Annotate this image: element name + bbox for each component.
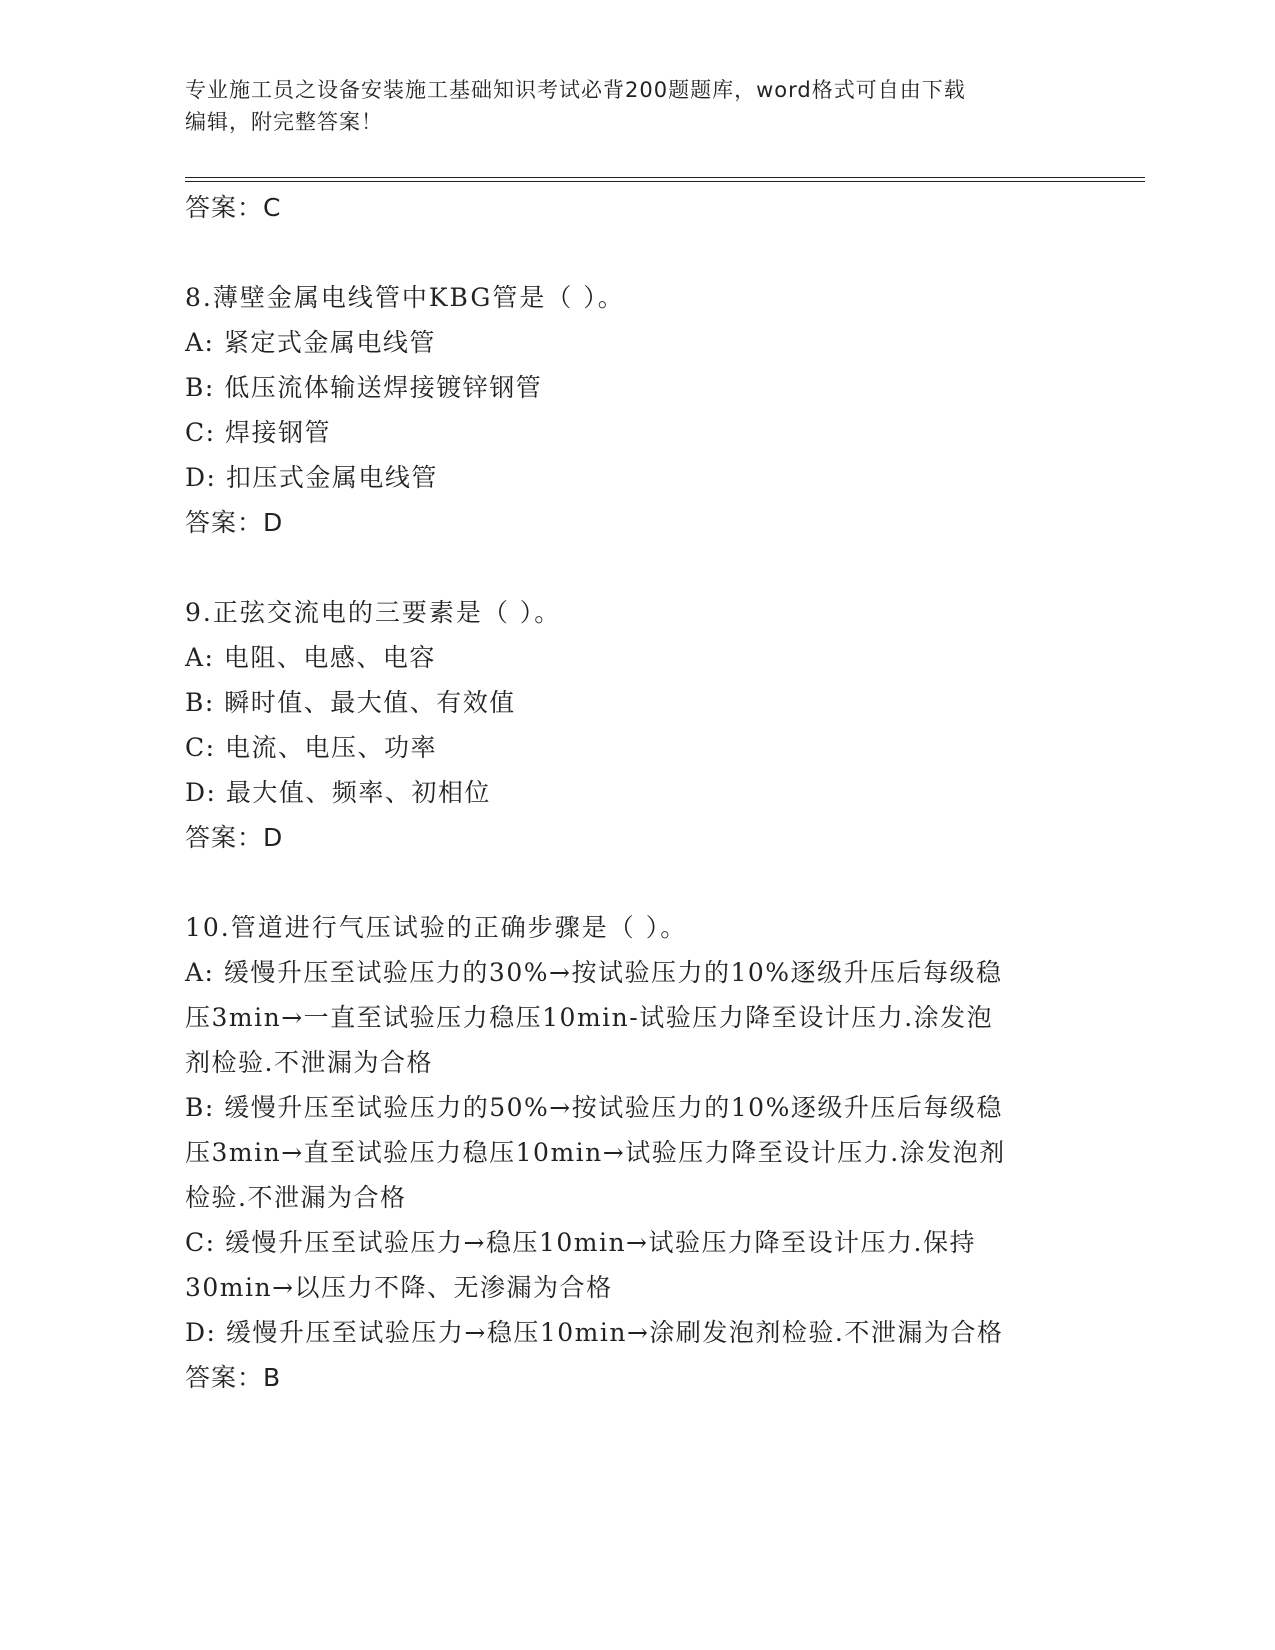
option-d: D: 扣压式金属电线管 — [185, 463, 438, 492]
option-a-line-3: 剂检验.不泄漏为合格 — [185, 1048, 433, 1077]
header-rule-bottom — [185, 181, 1145, 182]
option-a-line-1: A: 缓慢升压至试验压力的30%→按试验压力的10%逐级升压后每级稳 — [185, 958, 1003, 987]
option-a: A: 紧定式金属电线管 — [185, 328, 436, 357]
option-c: C: 电流、电压、功率 — [185, 733, 437, 762]
option-b-line-2: 压3min→直至试验压力稳压10min→试验压力降至设计压力.涂发泡剂 — [185, 1138, 1006, 1167]
document-body — [185, 185, 1085, 1400]
question-answer: 答案：D — [185, 508, 284, 537]
option-a-line-2: 压3min→一直至试验压力稳压10min-试验压力降至设计压力.涂发泡 — [185, 1003, 994, 1032]
option-d: D: 最大值、频率、初相位 — [185, 778, 491, 807]
question-8 — [185, 275, 1085, 545]
option-c-line-2: 30min→以压力不降、无渗漏为合格 — [185, 1273, 613, 1302]
option-b-line-1: B: 缓慢升压至试验压力的50%→按试验压力的10%逐级升压后每级稳 — [185, 1093, 1003, 1122]
option-b: B: 低压流体输送焊接镀锌钢管 — [185, 373, 543, 402]
option-d-line-1: D: 缓慢升压至试验压力→稳压10min→涂刷发泡剂检验.不泄漏为合格 — [185, 1318, 1004, 1347]
question-stem: 8.薄壁金属电线管中KBG管是（ ）。 — [185, 283, 625, 312]
question-stem: 10.管道进行气压试验的正确步骤是（ ）。 — [185, 913, 688, 942]
previous-answer: 答案：C — [185, 193, 282, 222]
question-stem: 9.正弦交流电的三要素是（ ）。 — [185, 598, 562, 627]
option-b-line-3: 检验.不泄漏为合格 — [185, 1183, 407, 1212]
question-9 — [185, 590, 1085, 860]
question-10 — [185, 905, 1085, 1400]
option-a: A: 电阻、电感、电容 — [185, 643, 436, 672]
question-answer: 答案：D — [185, 823, 284, 852]
header-rule-top — [185, 177, 1145, 178]
option-c: C: 焊接钢管 — [185, 418, 331, 447]
option-b: B: 瞬时值、最大值、有效值 — [185, 688, 516, 717]
document-header — [185, 74, 1065, 138]
header-line-2: 编辑，附完整答案！ — [185, 110, 383, 134]
question-answer: 答案：B — [185, 1363, 282, 1392]
option-c-line-1: C: 缓慢升压至试验压力→稳压10min→试验压力降至设计压力.保持 — [185, 1228, 976, 1257]
header-line-1: 专业施工员之设备安装施工基础知识考试必背200题题库，word格式可自由下载 — [185, 78, 966, 102]
